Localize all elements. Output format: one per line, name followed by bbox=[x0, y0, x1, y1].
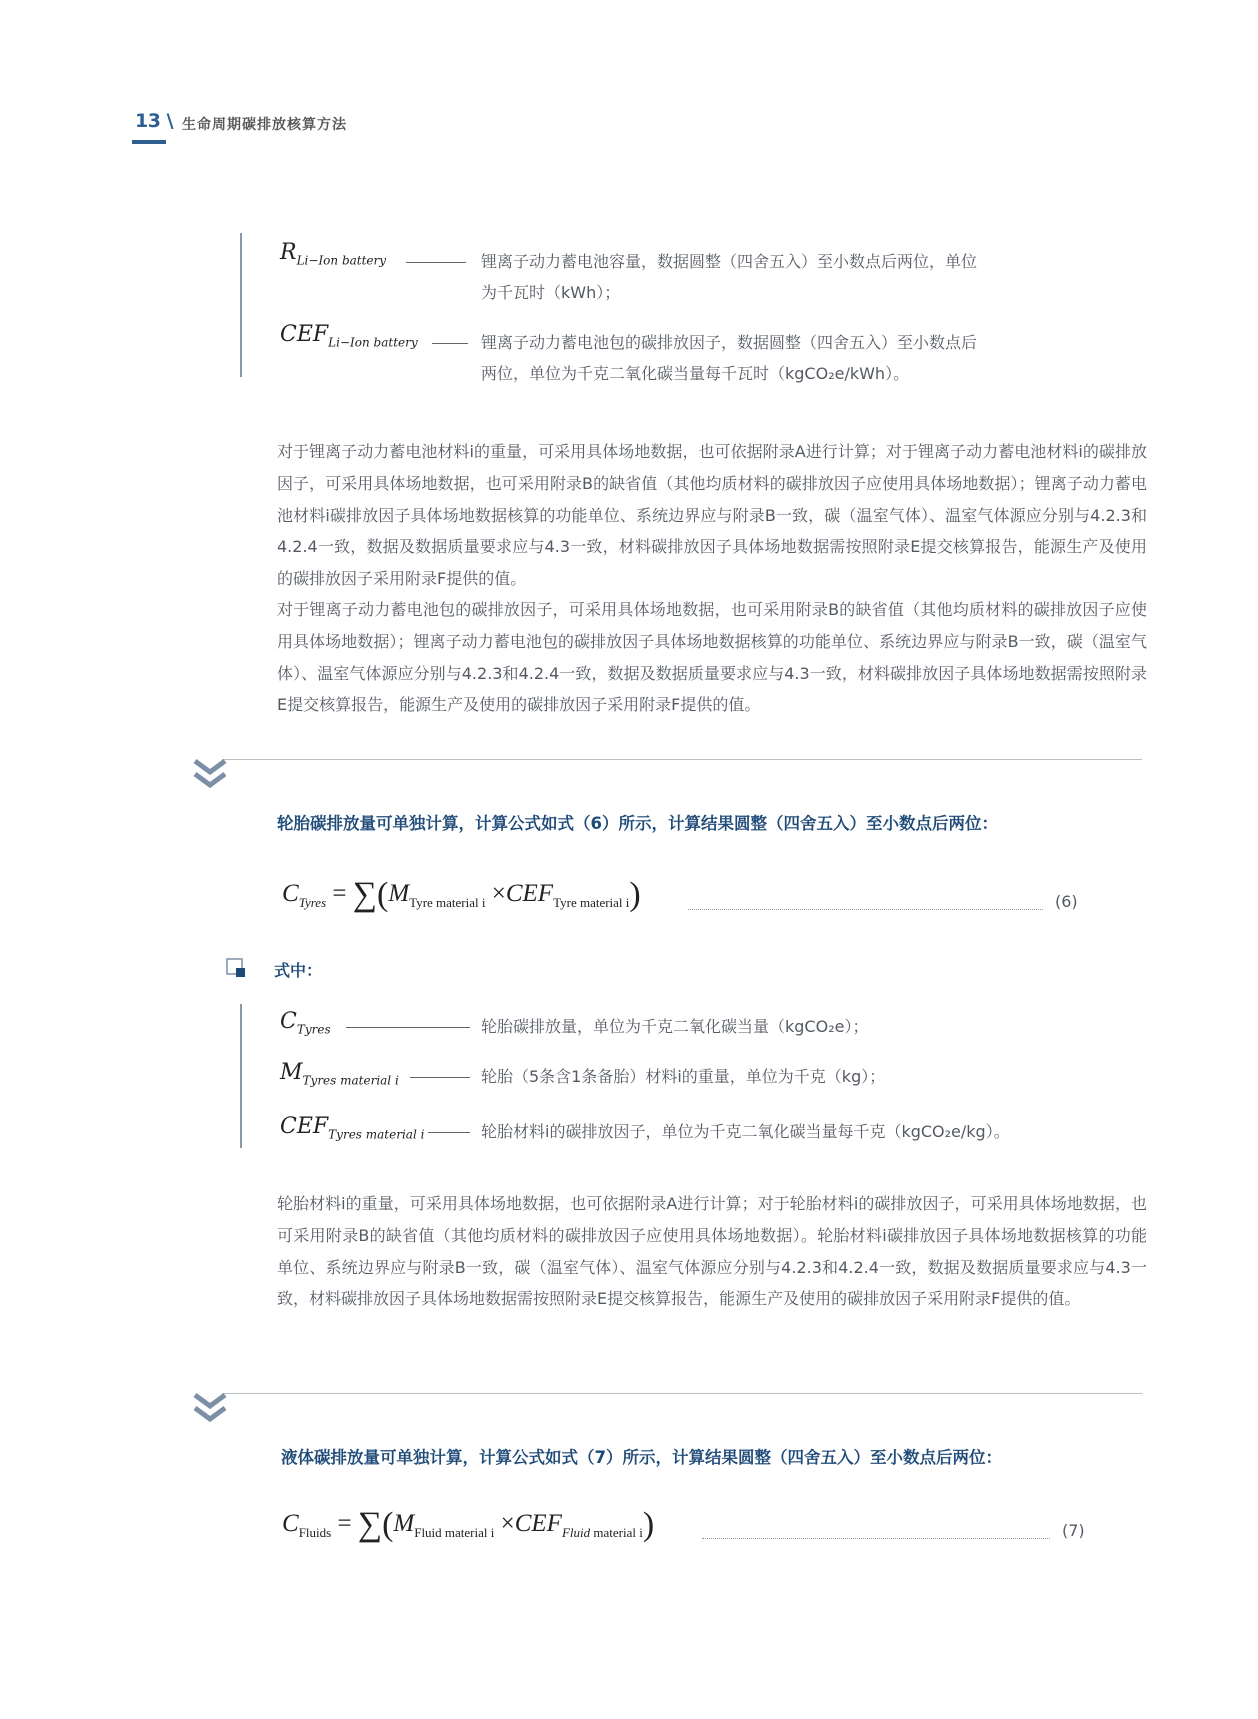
where-label: 式中： bbox=[274, 961, 323, 980]
header-accent-bar bbox=[132, 140, 166, 144]
definition-text: 轮胎材料i的碳排放因子，单位为千克二氧化碳当量每千克（kgCO₂e/kg）。 bbox=[481, 1122, 1010, 1141]
definition-dash bbox=[428, 1132, 470, 1133]
header-title: 生命周期碳排放核算方法 bbox=[182, 117, 347, 133]
symbol-c-tyres: $C_{Tyres}$ bbox=[280, 1009, 331, 1037]
equation-leader bbox=[702, 1538, 1050, 1539]
symbol-cef-tyres: $CEF_{Tyres material i}$ bbox=[280, 1114, 425, 1142]
definition-group-rule bbox=[240, 233, 242, 377]
chevron-down-double-icon bbox=[192, 1392, 228, 1424]
page-number: 13 \ bbox=[135, 110, 174, 132]
section-heading-tyres: 轮胎碳排放量可单独计算，计算公式如式（6）所示，计算结果圆整（四舍五入）至小数点后两位： bbox=[277, 814, 998, 833]
formula-fluids: $C_{Fluids} = \sum(M_{Fluid material i} \times CEF_{Fluid material i})$ bbox=[282, 1506, 655, 1543]
definition-dash bbox=[346, 1027, 470, 1028]
section-divider bbox=[222, 759, 1142, 760]
equation-number: (7) bbox=[1062, 1521, 1085, 1540]
definition-text: 轮胎（5条含1条备胎）材料i的重量，单位为千克（kg）； bbox=[481, 1067, 886, 1086]
equation-leader bbox=[688, 909, 1043, 910]
square-bullet-icon bbox=[226, 958, 246, 978]
symbol-cef-li-ion: $CEF_{Li-Ion battery}$ bbox=[280, 322, 418, 350]
definition-dash bbox=[432, 343, 468, 344]
equation-number: (6) bbox=[1055, 892, 1078, 911]
definition-text: 锂离子动力蓄电池容量，数据圆整（四舍五入）至小数点后两位，单位 为千瓦时（kWh）； bbox=[481, 252, 978, 302]
definition-dash bbox=[406, 262, 466, 263]
definition-text: 轮胎碳排放量，单位为千克二氧化碳当量（kgCO₂e）； bbox=[481, 1017, 869, 1036]
paragraph-battery-materials: 对于锂离子动力蓄电池材料i的重量，可采用具体场地数据，也可依据附录A进行计算；对于锂离子动力蓄电池材料i的碳排放因子，可采用具体场地数据，也可采用附录B的缺省值（其他均质材料的碳排放因子应使用具体场地数据）；锂离子动力蓄电池材料i碳排放因子具体场地数据核算的功能单位、系统边界应与附录B一致，碳（温室气体）、温室气体源应分别与4.2.3和4.2.4一致，数据及数据质量要求应与4.3一致，材料碳排放因子具体场地数据需按照附录E提交核算报告，能源生产及使用的碳排放因子采用附录F提供的值。 bbox=[277, 442, 1147, 589]
paragraph-tyres: 轮胎材料i的重量，可采用具体场地数据，也可依据附录A进行计算；对于轮胎材料i的碳排放因子，可采用具体场地数据，也可采用附录B的缺省值（其他均质材料的碳排放因子应使用具体场地数据）。轮胎材料i碳排放因子具体场地数据核算的功能单位、系统边界应与附录B一致，碳（温室气体）、温室气体源应分别与4.2.3和4.2.4一致，数据及数据质量要求应与4.3一致，材料碳排放因子具体场地数据需按照附录E提交核算报告，能源生产及使用的碳排放因子采用附录F提供的值。 bbox=[277, 1194, 1147, 1309]
definition-group-rule bbox=[240, 1004, 242, 1148]
symbol-r-li-ion: $R_{Li-Ion battery}$ bbox=[280, 240, 387, 268]
definition-dash bbox=[410, 1077, 470, 1078]
paragraph-battery-pack: 对于锂离子动力蓄电池包的碳排放因子，可采用具体场地数据，也可采用附录B的缺省值（其他均质材料的碳排放因子应使用具体场地数据）；锂离子动力蓄电池包的碳排放因子具体场地数据核算的功能单位、系统边界应与附录B一致，碳（温室气体）、温室气体源应分别与4.2.3和4.2.4一致，数据及数据质量要求应与4.3一致，材料碳排放因子具体场地数据需按照附录E提交核算报告，能源生产及使用的碳排放因子采用附录F提供的值。 bbox=[277, 600, 1147, 715]
section-heading-fluids: 液体碳排放量可单独计算，计算公式如式（7）所示，计算结果圆整（四舍五入）至小数点后两位： bbox=[281, 1448, 1002, 1467]
chevron-down-double-icon bbox=[192, 758, 228, 790]
formula-tyres: $C_{Tyres} = \sum(M_{Tyre material i} \times CEF_{Tyre material i})$ bbox=[282, 876, 641, 913]
definition-text: 锂离子动力蓄电池包的碳排放因子，数据圆整（四舍五入）至小数点后 两位，单位为千克二氧化碳当量每千瓦时（kgCO₂e/kWh）。 bbox=[481, 333, 978, 383]
section-divider bbox=[222, 1393, 1142, 1394]
symbol-m-tyres: $M_{Tyres material i}$ bbox=[280, 1060, 399, 1088]
